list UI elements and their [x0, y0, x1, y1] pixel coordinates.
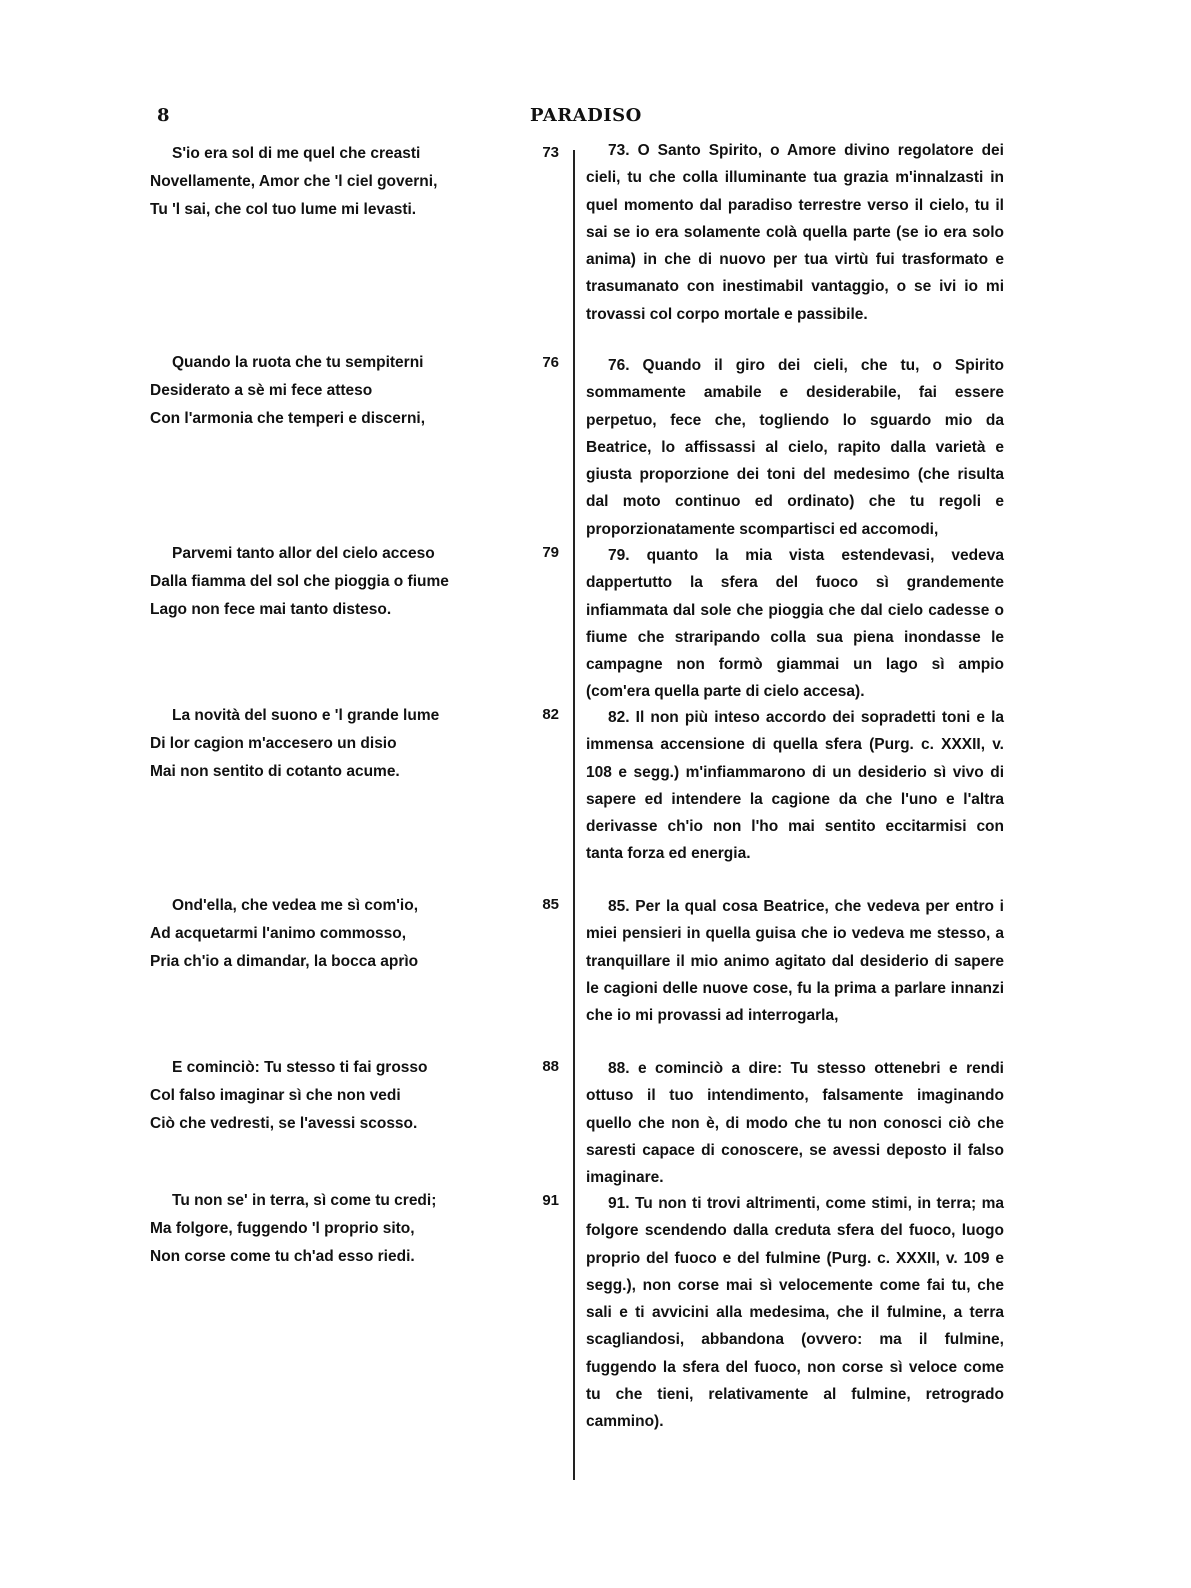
stanza-91 [150, 1187, 510, 1271]
verse-line: La novità del suono e 'l grande lume [172, 707, 440, 724]
commentary-text: 82. Il non più inteso accordo dei sopradetti toni e la immensa accensione di quella sfera (Purg. c. XXXII, v. 108 e segg.) m'infiammarono di un desiderio sì vivo di sapere ed intendere la cagione da che l'uno e l'altra derivasse ch'io non l'ho mai sentito eccitarmisi con tanta forza ed energia. [586, 709, 1004, 863]
verse-line: Ond'ella, che vedea me sì com'io, [172, 897, 418, 914]
verse-number: 73 [542, 144, 559, 161]
commentary-82 [586, 704, 1004, 868]
verse-number: 88 [542, 1058, 559, 1075]
commentary-91 [586, 1190, 1004, 1436]
verse-number: 82 [542, 706, 559, 723]
stanza-85 [150, 892, 510, 976]
verse-line: Pria ch'io a dimandar, la bocca aprìo [150, 953, 419, 970]
commentary-79 [586, 542, 1004, 706]
commentary-text: 85. Per la qual cosa Beatrice, che vedeva per entro i miei pensieri in quella guisa che io vedeva me stesso, a tranquillare il mio animo agitato dal desiderio di sapere le cagioni delle nuove cose, fu la prima a parlare innanzi che io mi provassi ad interrogarla, [586, 898, 1004, 1025]
verse-number: 85 [542, 896, 559, 913]
commentary-88 [586, 1055, 1004, 1191]
commentary-text: 91. Tu non ti trovi altrimenti, come stimi, in terra; ma folgore scendendo dalla creduta sfera del fuoco, luogo proprio del fuoco e del fulmine (Purg. c. XXXII, v. 109 e segg.), non corse mai sì velocemente come fai tu, che sali e ti avvicini alla medesima, che il fulmine, a terra scagliandosi, abbandona (ovvero: ma il fulmine, fuggendo la sfera del fuoco, non corse sì veloce come tu che tieni, relativamente al fulmine, retrogrado cammino). [586, 1195, 1004, 1431]
verse-line: Desiderato a sè mi fece atteso [150, 382, 373, 399]
verse-line: Lago non fece mai tanto disteso. [150, 601, 392, 618]
verse-line: E cominciò: Tu stesso ti fai grosso [172, 1059, 428, 1076]
verse-line: S'io era sol di me quel che creasti [172, 145, 421, 162]
verse-line: Col falso imaginar sì che non vedi [150, 1087, 401, 1104]
commentary-76 [586, 352, 1004, 543]
running-head: PARADISO [530, 105, 642, 126]
page-number: 8 [157, 105, 170, 126]
verse-line: Di lor cagion m'accesero un disio [150, 735, 397, 752]
commentary-text: 73. O Santo Spirito, o Amore divino regolatore dei cieli, tu che colla illuminante tua grazia m'innalzasti in quel momento dal paradiso terrestre verso il cielo, tu il sai se io era solamente colà quella parte (se io era solo anima) in che di nuovo per tua virtù fui trasformato e trasumanato con inestimabil vantaggio, o se ivi io mi trovassi col corpo mortale e passibile. [586, 142, 1004, 323]
verse-line: Parvemi tanto allor del cielo acceso [172, 545, 435, 562]
stanza-76 [150, 349, 510, 433]
commentary-text: 79. quanto la mia vista estendevasi, vedeva dappertutto la sfera del fuoco sì grandemente infiammata dal sole che pioggia che dal cielo cadesse o fiume che straripando colla sua piena inondasse le campagne non formò giammai un lago sì ampio (com'era quella parte di cielo accesa). [586, 547, 1004, 701]
stanza-79 [150, 540, 510, 624]
verse-line: Dalla fiamma del sol che pioggia o fiume [150, 573, 449, 590]
commentary-text: 76. Quando il giro dei cieli, che tu, o Spirito sommamente amabile e desiderabile, fai essere perpetuo, fece che, togliendo lo sguardo mio da Beatrice, lo affissassi al cielo, rapito dalla varietà e giusta proporzione dei toni del medesimo (che risulta dal moto continuo ed ordinato) che tu regoli e proporzionatamente scompartisci ed accomodi, [586, 357, 1004, 538]
verse-line: Tu non se' in terra, sì come tu credi; [172, 1192, 437, 1209]
verse-number: 76 [542, 354, 559, 371]
verse-line: Mai non sentito di cotanto acume. [150, 763, 400, 780]
stanza-73 [150, 140, 510, 224]
commentary-text: 88. e cominciò a dire: Tu stesso ottenebri e rendi ottuso il tuo intendimento, falsamente imaginando quello che non è, di modo che tu non conosci ciò che saresti capace di conoscere, se avessi deposto il falso imaginare. [586, 1060, 1004, 1187]
column-divider [573, 150, 575, 1480]
verse-number: 91 [542, 1192, 559, 1209]
commentary-73 [586, 137, 1004, 328]
verse-line: Non corse come tu ch'ad esso riedi. [150, 1248, 415, 1265]
verse-line: Novellamente, Amor che 'l ciel governi, [150, 173, 438, 190]
verse-line: Tu 'l sai, che col tuo lume mi levasti. [150, 201, 417, 218]
commentary-85 [586, 893, 1004, 1029]
verse-line: Quando la ruota che tu sempiterni [172, 354, 424, 371]
verse-line: Ad acquetarmi l'animo commosso, [150, 925, 407, 942]
verse-line: Con l'armonia che temperi e discerni, [150, 410, 426, 427]
stanza-88 [150, 1054, 510, 1138]
verse-line: Ma folgore, fuggendo 'l proprio sito, [150, 1220, 415, 1237]
verse-number: 79 [542, 544, 559, 561]
verse-line: Ciò che vedresti, se l'avessi scosso. [150, 1115, 418, 1132]
stanza-82 [150, 702, 510, 786]
